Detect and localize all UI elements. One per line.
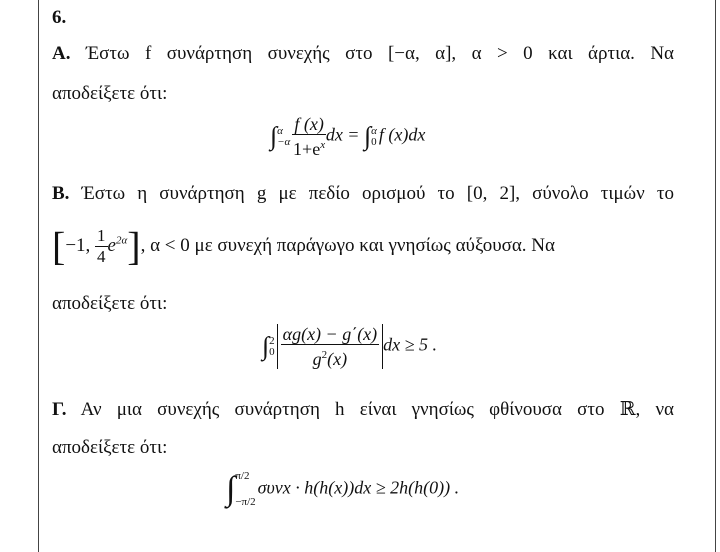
intC-lower: −π/2 (235, 496, 256, 508)
B-denominator: g (312, 349, 322, 369)
partB-line1 (52, 182, 674, 206)
intC-upper: π/2 (235, 470, 250, 482)
partB-label: Β. (52, 183, 70, 204)
partA-line1 (52, 42, 674, 66)
partA-text: Έστω f συνάρτηση συνεχής στο [−α, α], α > 0 και άρτια. Να (85, 43, 675, 64)
range-den: 4 (97, 247, 106, 266)
partB-line2 (52, 223, 674, 269)
int-lower: −α (277, 135, 291, 148)
right-bracket: ] (127, 223, 141, 269)
partB-formula (262, 324, 437, 369)
B-den-exp: 2 (321, 349, 328, 361)
partA-line2: αποδείξετε ότι: (52, 83, 168, 104)
numerator: f (x) (294, 114, 324, 134)
B-after: dx ≥ 5 . (383, 334, 438, 355)
partB-line3: αποδείξετε ότι: (52, 293, 168, 314)
range-exp: 2α (115, 234, 128, 247)
problem-number: 6. (52, 7, 67, 28)
partA-label: Α. (52, 43, 71, 64)
intB-lower: 0 (269, 345, 275, 358)
integral-sign-B: ∫ (262, 331, 270, 361)
after-frac: dx = (325, 124, 360, 145)
range-fraction (95, 226, 108, 267)
partC-line1 (52, 398, 674, 422)
left-bracket: [ (52, 223, 66, 269)
integral-sign-2: ∫ (363, 121, 372, 151)
den-exp: x (320, 139, 326, 151)
int-upper: α (277, 124, 283, 137)
integral-sign-C: ∫ (226, 470, 236, 508)
range-left: −1, (65, 234, 91, 256)
fraction (292, 114, 325, 159)
partC-formula (226, 470, 459, 509)
int2-lower: 0 (371, 135, 377, 148)
C-body: συνx · h(h(x))dx ≥ 2h(h(0)) . (257, 477, 460, 498)
absolute-value (277, 324, 384, 369)
partB-text: Έστω η συνάρτηση g με πεδίο ορισμού το [0, 2], σύνολο τιμών το (81, 183, 674, 204)
range-e: e (107, 234, 116, 256)
integral-sign: ∫ (270, 121, 278, 151)
intB-upper: 2 (269, 334, 275, 347)
rhs: f (x)dx (378, 124, 426, 145)
partA-formula (270, 114, 425, 159)
partC-line2: αποδείξετε ότι: (52, 437, 168, 458)
range-rest: , α < 0 με συνεχή παράγωγο και γνησίως αύξουσα. Να (140, 234, 555, 256)
partC-text: Αν μια συνεχής συνάρτηση h είναι γνησίως φθίνουσα στο ℝ, να (80, 399, 674, 420)
denominator: 1+e (293, 139, 321, 159)
B-numerator: αg(x) − g΄(x) (282, 324, 378, 344)
int2-upper: α (371, 124, 377, 137)
partC-label: Γ. (52, 399, 67, 420)
range-num: 1 (97, 226, 106, 245)
B-den-tail: (x) (327, 349, 348, 369)
